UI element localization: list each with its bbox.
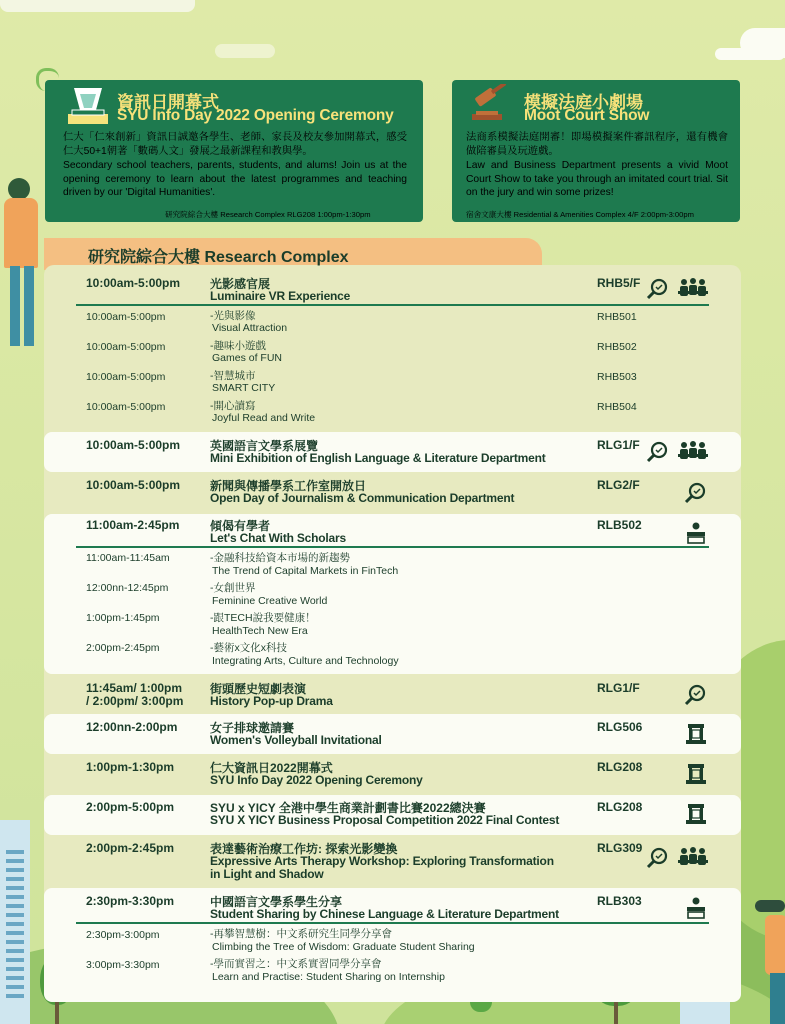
sub-title-zh: -金融科技給資本市場的新趨勢 [210, 552, 350, 564]
event-room: RLB502 [597, 518, 642, 532]
event-title-en: Let's Chat With Scholars [210, 531, 346, 545]
ceremony-title-en: SYU Info Day 2022 Opening Ceremony [117, 107, 394, 124]
sub-room: RHB503 [597, 371, 637, 383]
sub-time: 12:00nn-12:45pm [86, 582, 169, 594]
event-title-en: Expressive Arts Therapy Workshop: Exploring Transformation [210, 854, 554, 868]
sub-time: 11:00am-11:45am [86, 552, 170, 564]
event-title-en: Open Day of Journalism & Communication Department [210, 491, 515, 505]
event-title-zh: 街頭歷史短劇表演 [210, 682, 307, 696]
sub-time: 2:00pm-2:45pm [86, 642, 160, 654]
speaker-podium-icon [684, 896, 708, 920]
sub-title-en: The Trend of Capital Markets in FinTech [212, 565, 399, 577]
event-title-zh: 中國語言文學系學生分享 [210, 895, 343, 909]
ceremony-title-zh: 資訊日開幕式 [117, 93, 219, 112]
event-time: 2:30pm-3:30pm [86, 894, 175, 908]
sub-title-zh: -學而實習之：中文系實習同學分享會 [210, 958, 382, 970]
event-room: RLG208 [597, 800, 643, 814]
sub-title-en: Integrating Arts, Culture and Technology [212, 655, 399, 667]
stage-icon [684, 722, 708, 746]
event-time: 2:00pm-2:45pm [86, 841, 175, 855]
event-title-zh: 光影感官展 [210, 277, 271, 291]
event-time: 10:00am-5:00pm [86, 438, 181, 452]
event-time-line2: / 2:00pm/ 3:00pm [86, 694, 184, 708]
ceremony-desc-en: Secondary school teachers, parents, students, and alums! Join us at the opening ceremony to learn about the latest programmes and teaching driven by our 'Digital Humanities'. [63, 160, 407, 198]
trophy-icon [66, 84, 110, 128]
event-title-en-line2: in Light and Shadow [210, 867, 324, 881]
magnifier-icon [684, 683, 708, 707]
event-room: RLG309 [597, 841, 643, 855]
moot-desc-en: Law and Business Department presents a vivid Moot Court Show to take you through an imitated court trial. Sit on the jury and win some prizes! [466, 160, 728, 198]
event-room: RLG1/F [597, 681, 640, 695]
divider [76, 546, 709, 548]
event-time: 10:00am-5:00pm [86, 478, 181, 492]
sub-room: RHB502 [597, 341, 637, 353]
sub-time: 3:00pm-3:30pm [86, 959, 160, 971]
magnifier-icon [646, 846, 670, 870]
sub-time: 2:30pm-3:00pm [86, 929, 160, 941]
event-title-en: History Pop-up Drama [210, 694, 333, 708]
event-title-zh: 女子排球邀請賽 [210, 721, 295, 735]
sub-time: 10:00am-5:00pm [86, 341, 166, 353]
event-time: 2:00pm-5:00pm [86, 800, 175, 814]
event-title-en: Women's Volleyball Invitational [210, 733, 382, 747]
sub-title-en: Visual Attraction [212, 322, 288, 334]
event-title-en: Mini Exhibition of English Language & Literature Department [210, 451, 546, 465]
sub-title-en: Climbing the Tree of Wisdom: Graduate Student Sharing [212, 941, 475, 953]
sub-title-zh: -再攀智慧樹：中文系研究生同學分享會 [210, 928, 392, 940]
event-time: 10:00am-5:00pm [86, 276, 181, 290]
event-title-zh: 表達藝術治療工作坊: 探索光影變換 [210, 842, 398, 856]
sub-title-zh: -開心讀寫 [210, 400, 256, 412]
event-room: RHB5/F [597, 276, 641, 290]
sub-title-en: Learn and Practise: Student Sharing on Internship [212, 971, 445, 983]
moot-title-en: Moot Court Show [524, 107, 650, 124]
speaker-podium-icon [684, 521, 708, 545]
event-title-en: SYU Info Day 2022 Opening Ceremony [210, 773, 423, 787]
sub-title-en: Feminine Creative World [212, 595, 328, 607]
event-title-zh: 英國語言文學系展覽 [210, 439, 319, 453]
event-title-zh: 仁大資訊日2022開幕式 [210, 761, 333, 775]
event-time: 11:00am-2:45pm [86, 518, 180, 532]
sub-title-zh: -女創世界 [210, 582, 256, 594]
moot-location: 宿舍文康大樓 Residential & Amenities Complex 4/F 2:00pm-3:00pm [466, 210, 694, 219]
section-title: 研究院綜合大樓 Research Complex [88, 249, 349, 266]
event-room: RLG1/F [597, 438, 640, 452]
moot-title-zh: 模擬法庭小劇場 [524, 93, 643, 112]
event-title-zh: SYU x YICY 全港中學生商業計劃書比賽2022總決賽 [210, 801, 486, 815]
sub-title-zh: -智慧城市 [210, 370, 256, 382]
ceremony-location: 研究院綜合大樓 Research Complex RLG208 1:00pm-1:30pm [165, 210, 371, 219]
event-title-en: SYU X YICY Business Proposal Competition 2022 Final Contest [210, 813, 560, 827]
divider [76, 922, 709, 924]
sub-title-zh: -趣味小遊戲 [210, 340, 266, 352]
event-title-en: Luminaire VR Experience [210, 289, 351, 303]
event-time: 12:00nn-2:00pm [86, 720, 178, 734]
event-room: RLG506 [597, 720, 643, 734]
gavel-icon [466, 84, 514, 124]
magnifier-icon [646, 440, 670, 464]
magnifier-icon [646, 277, 670, 301]
sub-time: 10:00am-5:00pm [86, 401, 166, 413]
divider [76, 304, 709, 306]
magnifier-icon [684, 481, 708, 505]
moot-desc-zh: 法商系模擬法庭開審！即場模擬案件審訊程序，還有機會做陪審員及玩遊戲。 [466, 132, 728, 157]
sub-title-en: HealthTech New Era [212, 625, 308, 637]
event-room: RLG208 [597, 760, 643, 774]
sub-time: 1:00pm-1:45pm [86, 612, 160, 624]
event-title-en: Student Sharing by Chinese Language & Literature Department [210, 907, 559, 921]
group-icon [678, 846, 708, 870]
sub-title-zh: -跟TECH說我要健康！ [210, 612, 316, 624]
event-time: 1:00pm-1:30pm [86, 760, 175, 774]
sub-room: RHB501 [597, 311, 637, 323]
group-icon [678, 277, 708, 301]
group-icon [678, 440, 708, 464]
sub-title-en: SMART CITY [212, 382, 276, 394]
sub-title-zh: -光與影像 [210, 310, 256, 322]
stage-icon [684, 802, 708, 826]
stage-icon [684, 762, 708, 786]
event-room: RLB303 [597, 894, 642, 908]
event-time-line1: 11:45am/ 1:00pm [86, 681, 183, 695]
event-title-zh: 傾偈有學者 [210, 519, 271, 533]
sub-room: RHB504 [597, 401, 637, 413]
sub-title-zh: -藝術x文化x科技 [210, 642, 287, 654]
sub-title-en: Joyful Read and Write [212, 412, 316, 424]
sub-title-en: Games of FUN [212, 352, 283, 364]
sub-time: 10:00am-5:00pm [86, 311, 166, 323]
sub-time: 10:00am-5:00pm [86, 371, 166, 383]
event-title-zh: 新聞與傳播學系工作室開放日 [210, 479, 367, 493]
ceremony-desc-zh: 仁大「仁來創新」資訊日誠邀各學生、老師、家長及校友參加開幕式，感受仁大50+1朝著「數碼人文」發展之最新課程和教與學。 [63, 132, 407, 157]
event-room: RLG2/F [597, 478, 640, 492]
